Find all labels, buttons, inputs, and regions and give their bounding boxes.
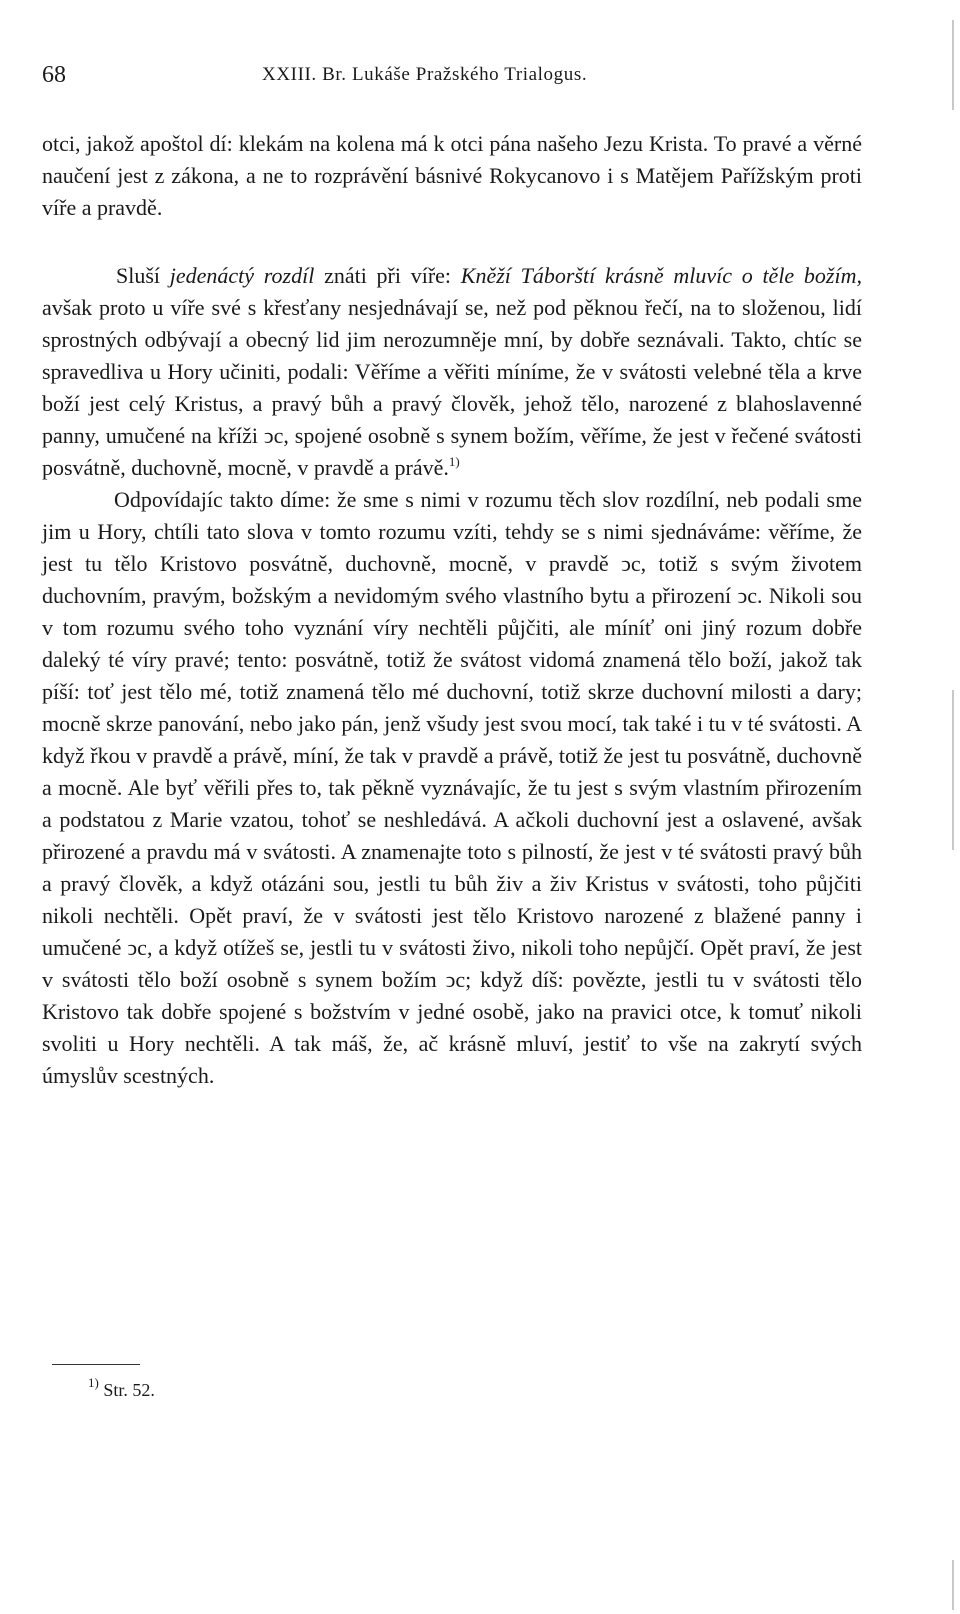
footnote	[88, 1375, 155, 1401]
scan-edge-mark	[952, 690, 954, 850]
footnote-divider	[52, 1364, 140, 1365]
page-number: 68	[42, 62, 66, 88]
paragraph-eleventh-distinction	[42, 260, 862, 484]
paragraph-lead: Sluší	[116, 263, 161, 288]
page-header	[42, 62, 862, 92]
footnote-marker: 1)	[88, 1375, 99, 1390]
italic-phrase: Kněží Táborští krásně mluvíc o těle božím,	[460, 263, 862, 288]
footnote-reference: 1)	[448, 454, 460, 469]
footnote-text: Str. 52.	[103, 1380, 155, 1400]
body-text	[42, 128, 862, 1092]
paragraph-answer: Odpovídajíc takto díme: že sme s nimi v rozumu těch slov rozdílní, neb podali sme jim u Hory, chtíli tato slova v tomto rozumu vzíti, tehdy se s nimi sjednáváme: věříme, že jest tu tělo Kristovo posvátně, duchovně, mocně, v pravdě ↄc, totiž s svým životem duchovním, pravým, božským a nevidomým svého vlastního bytu a přirození ↄc. Nikoli sou v tom rozumu svého toho vyznání víry nechtěli půjčiti, ale míníť oni jiný rozum dobře daleký té víry pravé; tento: posvátně, totiž že svátost vidomá znamená tělo boží, jakož tak píší: toť jest tělo mé, totiž znamená tělo mé duchovní, totiž skrze duchovní milosti a dary; mocně skrze panování, nebo jako pán, jenž všudy jest svou mocí, tak také i tu v té svátosti. A když řkou v pravdě a právě, míní, že tak v pravdě a právě, totiž že jest tu posvátně, duchovně a mocně. Ale byť věřili přes to, tak pěkně vyznávajíc, že tu jest s svým vlastním přirozením a podstatou z Marie vzatou, tohoť se neshledává. A ačkoli duchovní jest a oslavené, avšak přirozené a pravdu má v svátosti. A znamenajte toto s pilností, že jest v té svátosti pravý bůh a pravý člověk, a když otázáni sou, jestli tu bůh živ a živ Kristus v svátosti, toho půjčiti nikoli nechtěli. Opět praví, že v svátosti jest tělo Kristovo narozené z blažené panny i umučené ↄc, a když otížeš se, jestli tu v svátosti živo, nikoli toho nepůjčí. Opět praví, že jest v svátosti tělo boží osobně s synem božím ↄc; když díš: povězte, jestli tu v svátosti tělo Kristovo tak dobře spojené s božstvím v jedné osobě, jako na pravici otce, k tomuť nikoli svoliti u Hory nechtěli. A tak máš, že, ač krásně mluví, jestiť to vše na zakrytí svých úmyslův scestných.	[42, 487, 862, 1088]
scan-edge-mark	[952, 1560, 954, 1610]
paragraph-text: avšak proto u víře své s křesťany nesjednávají se, než pod pěknou řečí, na to složenou, lidí sprostných odbývají a obecný lid jim nerozumněje mní, by dobře seznávali. Takto, chtíc se spravedliva u Hory učiniti, podali: Věříme a věřiti míníme, že v svátosti velebné těla a krve boží jest celý Kristus, a pravý bůh a pravý člověk, jehož tělo, narozené z blahoslavenné panny, umučené na kříži ↄc, spojené osobně s synem božím, věříme, že jest v řečené svátosti posvátně, duchovně, mocně, v pravdě a právě.	[42, 295, 862, 480]
paragraph-continuation: otci, jakož apoštol dí: klekám na kolena má k otci pána našeho Jezu Krista. To pravé a věrné naučení jest z zákona, a ne to rozprávění básnivé Rokycanovo i s Matějem Pařížským proti víře a pravdě.	[42, 131, 862, 220]
paragraph-text: znáti při víře:	[324, 263, 452, 288]
running-head: XXIII. Br. Lukáše Pražského Trialogus.	[262, 64, 588, 85]
scan-edge-mark	[952, 20, 954, 110]
italic-phrase: jedenáctý rozdíl	[169, 263, 315, 288]
